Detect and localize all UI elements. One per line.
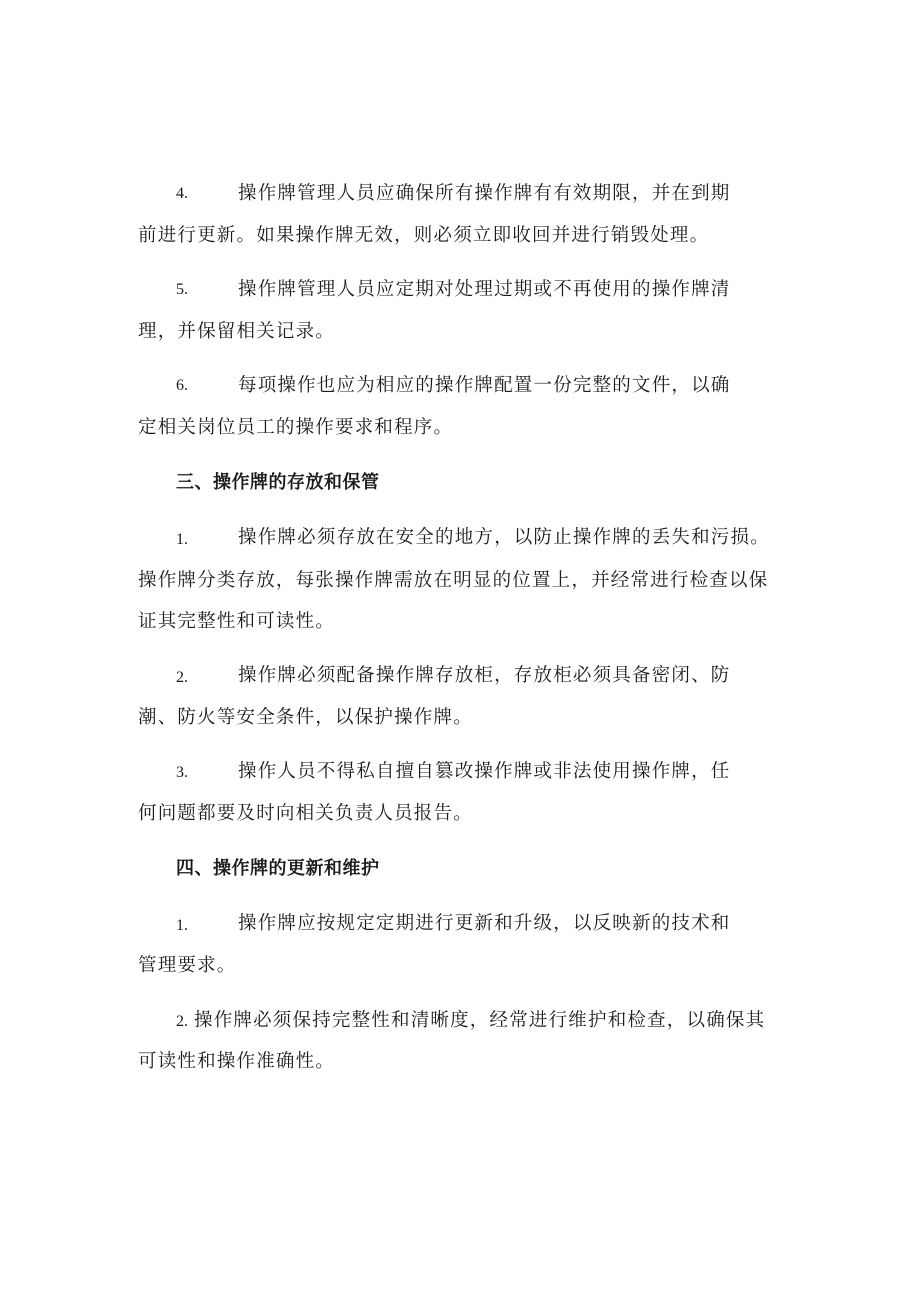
item-number: 2. [176,669,188,686]
paragraph-line: 潮、防火等安全条件，以保护操作牌。 [138,707,473,728]
paragraph-line: 操作牌应按规定定期进行更新和升级，以反映新的技术和 [238,913,731,934]
section-heading: 四、操作牌的更新和维护 [176,858,380,879]
paragraph-line: 管理要求。 [138,955,237,976]
paragraph-line: 定相关岗位员工的操作要求和程序。 [138,417,454,438]
item-number: 4. [176,185,188,202]
item-number: 3. [176,764,188,781]
item-number: 1. [176,531,188,548]
paragraph-line: 每项操作也应为相应的操作牌配置一份完整的文件，以确 [238,375,731,396]
paragraph-line: 操作人员不得私自擅自篡改操作牌或非法使用操作牌，任 [238,761,731,782]
paragraph-line: 理，并保留相关记录。 [138,321,336,342]
paragraph-line: 何问题都要及时向相关负责人员报告。 [138,803,473,824]
paragraph-line: 操作牌管理人员应定期对处理过期或不再使用的操作牌清 [238,279,731,300]
paragraph-line: 证其完整性和可读性。 [138,611,336,632]
paragraph-line: 操作牌必须配备操作牌存放柜，存放柜必须具备密闭、防 [238,665,731,686]
paragraph-line [176,1009,765,1034]
paragraph-text: 操作牌必须保持完整性和清晰度，经常进行维护和检查，以确保其 [194,1010,766,1031]
paragraph-line: 前进行更新。如果操作牌无效，则必须立即收回并进行销毁处理。 [138,225,710,246]
section-heading: 三、操作牌的存放和保管 [176,472,380,493]
paragraph-line: 操作牌分类存放，每张操作牌需放在明显的位置上，并经常进行检查以保 [138,570,769,591]
paragraph-line: 可读性和操作准确性。 [138,1051,336,1072]
paragraph-line: 操作牌管理人员应确保所有操作牌有有效期限，并在到期 [238,183,731,204]
paragraph-line: 操作牌必须存放在安全的地方，以防止操作牌的丢失和污损。 [238,527,770,548]
item-number: 5. [176,281,188,298]
item-number: 6. [176,377,188,394]
item-number: 2. [176,1013,188,1030]
item-number: 1. [176,917,188,934]
